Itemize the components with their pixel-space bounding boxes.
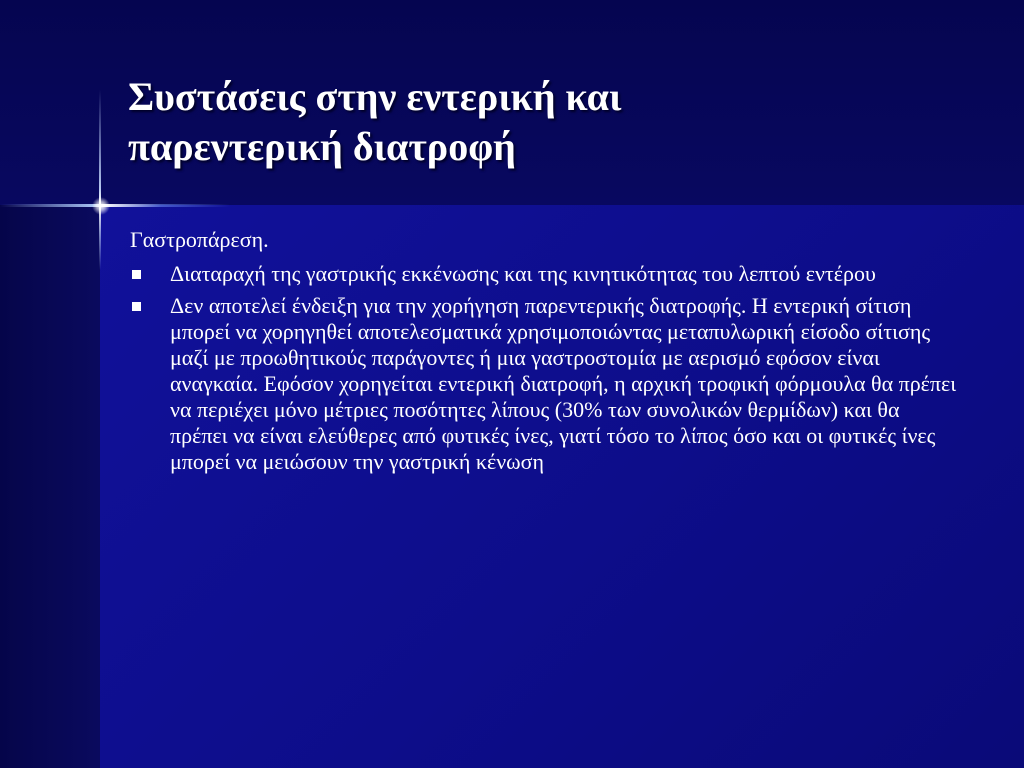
square-bullet-icon (132, 270, 141, 279)
slide-title-line-2: παρεντερική διατροφή (128, 124, 516, 169)
bullet-text: Διαταραχή της γαστρικής εκκένωσης και της κινητικότητας του λεπτού εντέρου (170, 261, 876, 286)
square-bullet-icon (132, 302, 141, 311)
bullet-item (128, 293, 958, 475)
decor-vertical-line (99, 90, 101, 270)
slide-title-line-1: Συστάσεις στην εντερική και (128, 74, 622, 119)
bullet-item (128, 261, 958, 287)
decor-horizontal-line (0, 204, 230, 207)
slide-subtitle: Γαστροπάρεση. (130, 227, 269, 252)
bullet-list (128, 261, 958, 481)
slide-title (128, 72, 988, 172)
bullet-text: Δεν αποτελεί ένδειξη για την χορήγηση παρεντερικής διατροφής. Η εντερική σίτιση μπορεί να χορηγηθεί αποτελεσματικά χρησιμοποιώντας μεταπυλωρική είσοδο σίτισης μαζί με προωθητικούς παράγοντες ή μια γαστροστομία με αερισμό εφόσον είναι αναγκαία. Εφόσον χορηγείται εντερική διατροφή, η αρχική τροφική φόρμουλα θα πρέπει να περιέχει μόνο μέτριες ποσότητες λίπους (30% των συνολικών θερμίδων) και θα πρέπει να είναι ελεύθερες από φυτικές ίνες, γιατί τόσο το λίπος όσο και οι φυτικές ίνες μπορεί να μειώσουν την γαστρική κένωση (170, 293, 957, 474)
decor-sparkle-icon (92, 197, 110, 215)
